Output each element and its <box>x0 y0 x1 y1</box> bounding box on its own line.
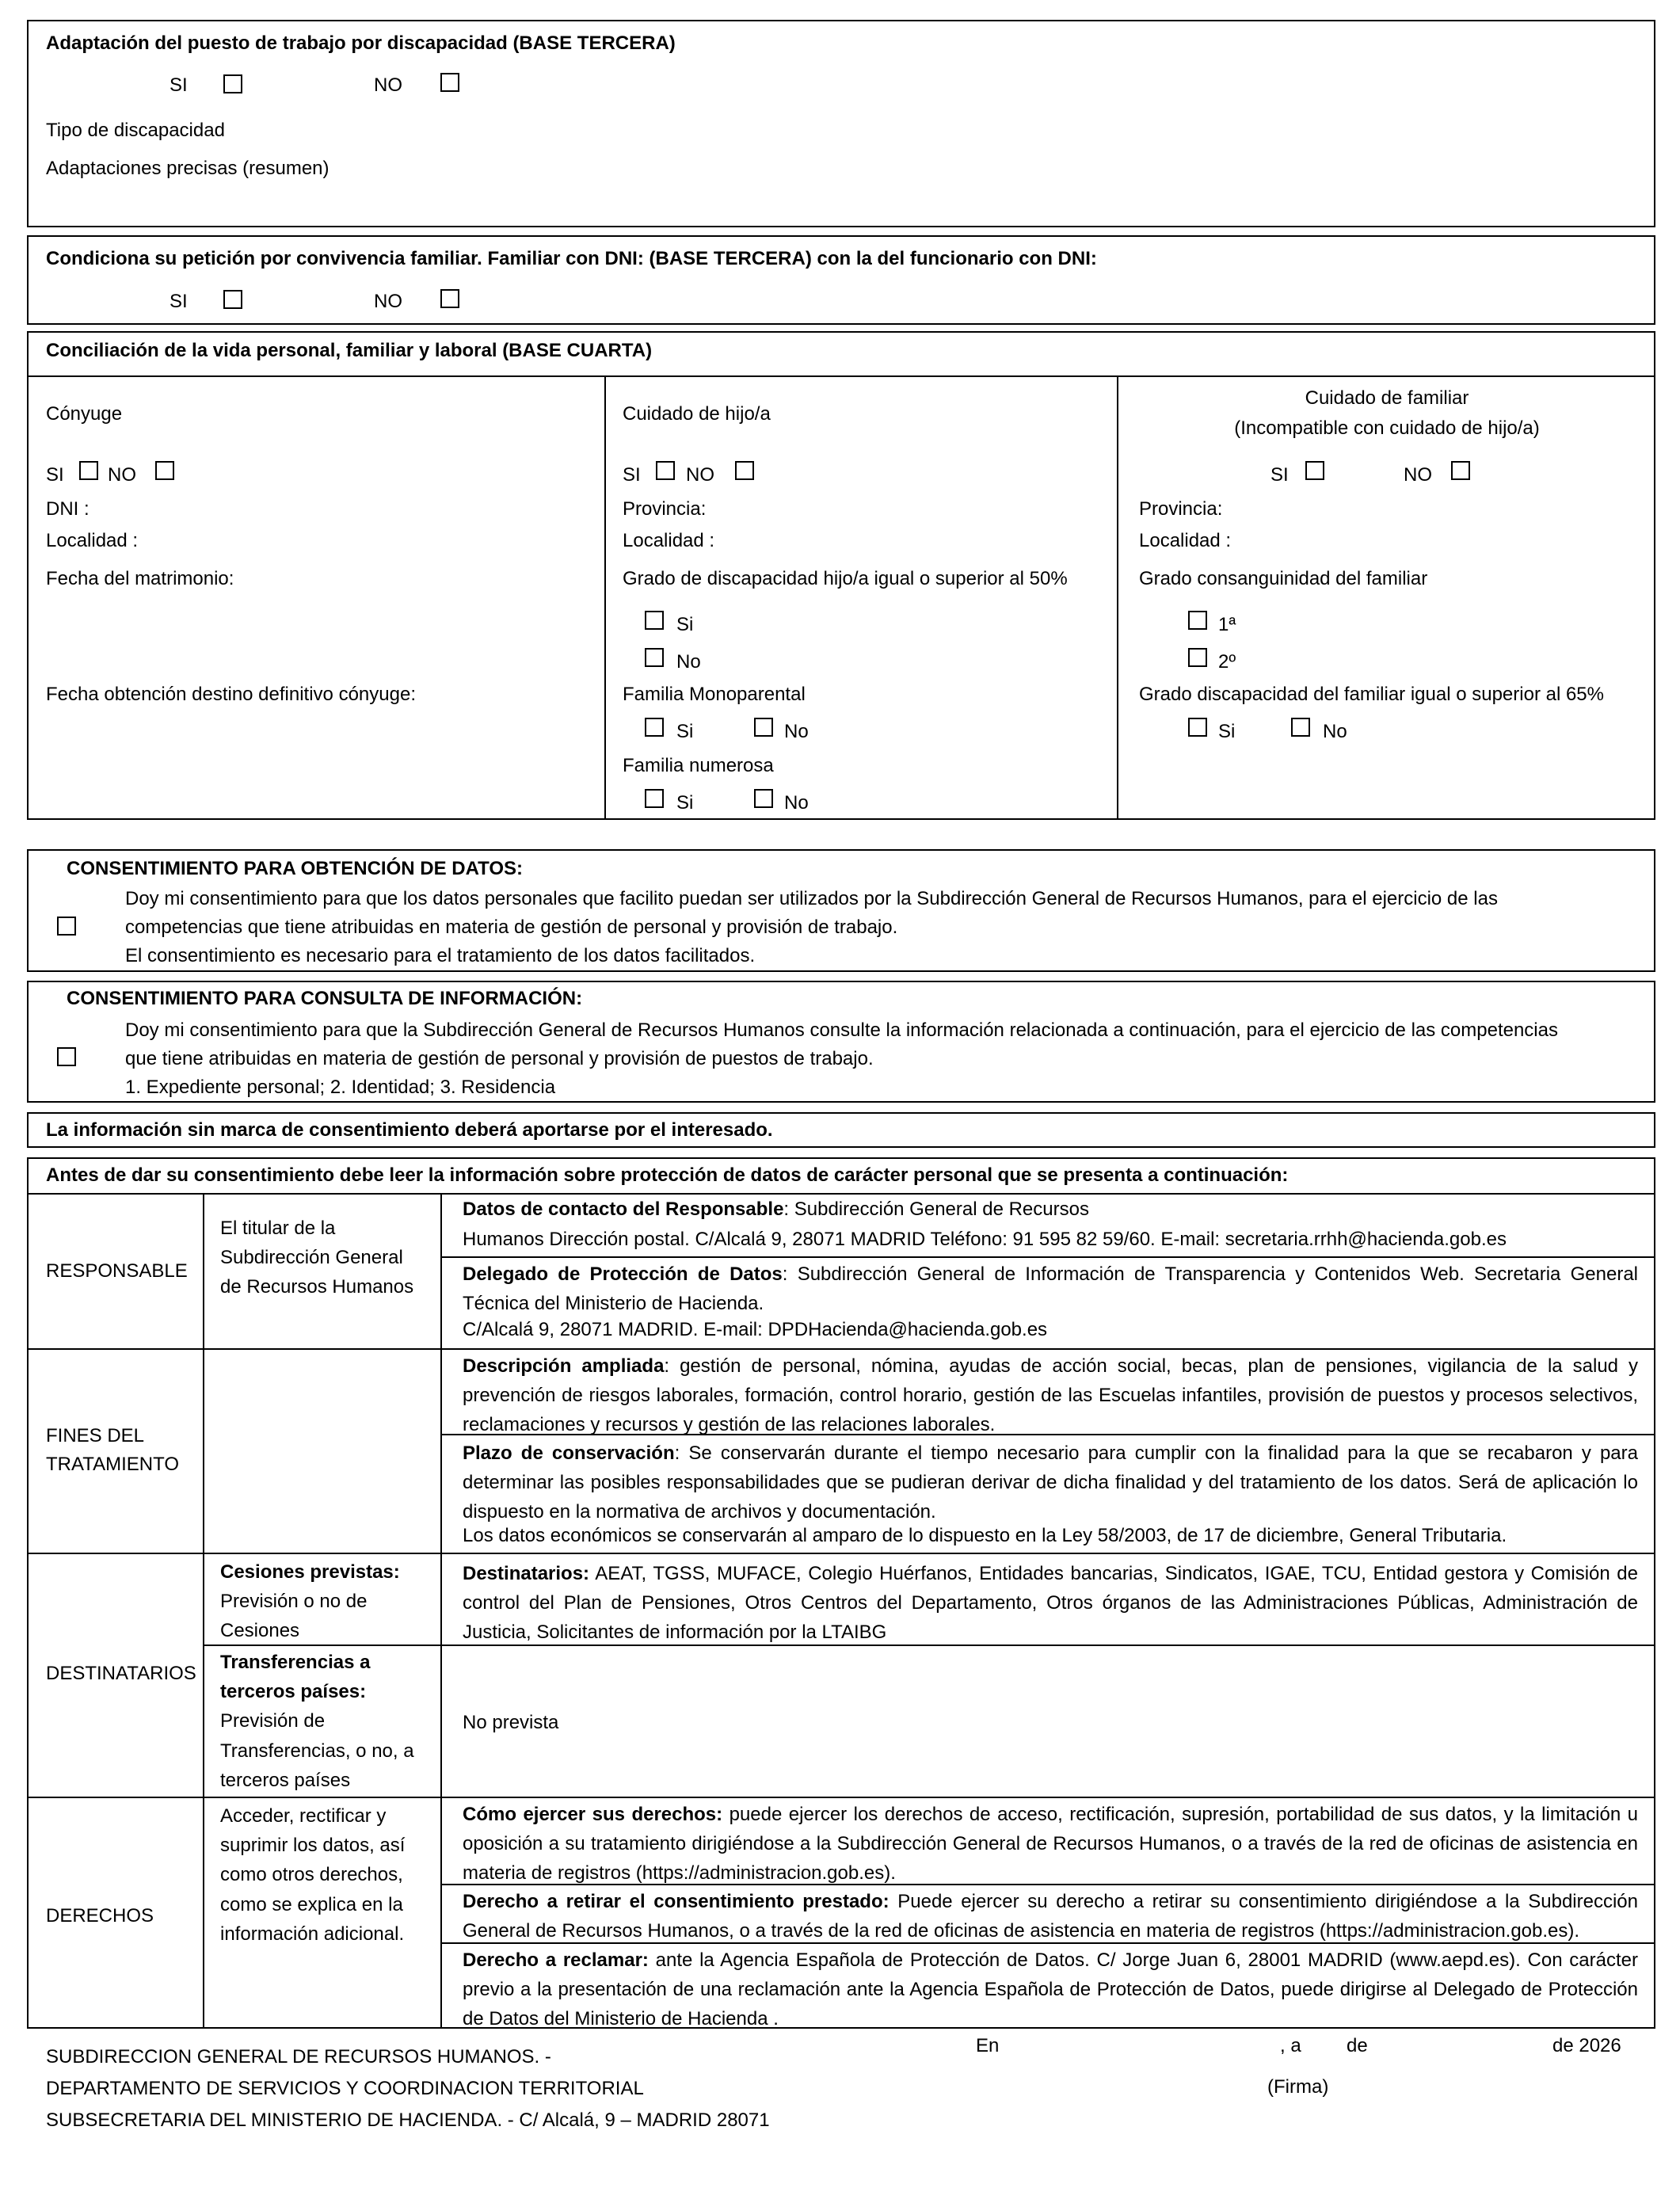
dpo-contact <box>463 1260 1638 1318</box>
fines-label-1: FINES DEL <box>46 1425 145 1446</box>
disability-si-label: SI <box>170 74 188 96</box>
cohabitation-si-checkbox[interactable] <box>223 290 242 309</box>
recipients-text: AEAT, TGSS, MUFACE, Colegio Huérfanos, Entidades bancarias, Sindicatos, IGAE, TCU, Entidad gestora y Comisión de control del Plan de Pensiones, Otros Centros del Departamento, Otros órganos de las Administraciones Públicas, Administración de Justicia, Solicitantes de información por la LTAIBG <box>463 1563 1638 1644</box>
transfers-value: No prevista <box>463 1712 559 1733</box>
cessions-title: Cesiones previstas: <box>220 1561 400 1583</box>
cessions-text: Previsión o no de Cesiones <box>220 1591 368 1642</box>
child-disability-si-label: Si <box>676 614 694 635</box>
family-disability-no-checkbox[interactable] <box>1291 718 1310 737</box>
single-parent-si-label: Si <box>676 721 694 742</box>
spouse-header: Cónyuge <box>46 403 123 425</box>
cohabitation-no-label: NO <box>374 291 402 312</box>
family-care-header: Cuidado de familiar <box>1305 387 1469 409</box>
responsable-contact-address: Humanos Dirección postal. C/Alcalá 9, 28071 MADRID Teléfono: 91 595 82 59/60. E-mail: secretaria.rrhh@hacienda.gob.es <box>463 1229 1507 1250</box>
family-locality-label: Localidad : <box>1139 530 1232 551</box>
single-parent-si-checkbox[interactable] <box>645 718 664 737</box>
child-disability-no-label: No <box>676 651 701 673</box>
consent-info-line1: Doy mi consentimiento para que la Subdirección General de Recursos Humanos consulte la información relacionada a continuación, para el ejercicio de las competencias <box>125 1019 1558 1041</box>
responsable-contact-title: Datos de contacto del Responsable <box>463 1199 784 1220</box>
consanguinity-label: Grado consanguinidad del familiar <box>1139 568 1428 589</box>
spouse-destination-date-label: Fecha obtención destino definitivo cónyuge: <box>46 684 416 705</box>
exercise-rights <box>463 1800 1638 1888</box>
family-province-label: Provincia: <box>1139 498 1223 520</box>
footer-line-2: DEPARTAMENTO DE SERVICIOS Y COORDINACION TERRITORIAL <box>46 2078 644 2099</box>
spouse-no-checkbox[interactable] <box>155 461 174 480</box>
consent-info-title: CONSENTIMIENTO PARA CONSULTA DE INFORMACIÓN: <box>67 988 583 1009</box>
child-province-label: Provincia: <box>623 498 707 520</box>
consanguinity-2-checkbox[interactable] <box>1188 648 1207 667</box>
transfers-text: Previsión de Transferencias, o no, a terceros países <box>220 1710 414 1791</box>
adaptations-label: Adaptaciones precisas (resumen) <box>46 158 330 179</box>
responsable-label: RESPONSABLE <box>46 1260 188 1282</box>
exercise-rights-text: puede ejercer los derechos de acceso, rectificación, supresión, portabilidad de sus datos, y la limitación u oposición a su tratamiento dirigiéndose a la Subdirección General de Recursos Humanos, o a través de la red de oficinas de asistencia en materia de registros (https://administracion.gob.es). <box>463 1804 1638 1885</box>
footer-line-3: SUBSECRETARIA DEL MINISTERIO DE HACIENDA. - C/ Alcalá, 9 – MADRID 28071 <box>46 2109 770 2131</box>
cessions-cell <box>220 1557 434 1646</box>
signature-year-label: de 2026 <box>1552 2035 1621 2056</box>
retention-text: : Se conservarán durante el tiempo necesario para cumplir con la finalidad para la que se recabaron y para determinar las posibles responsabilidades que se pudieran derivar de dicha finalidad y del tratamiento de los datos. Será de aplicación lo dispuesto en la normativa de archivos y documentación. <box>463 1442 1638 1523</box>
dp-col-divider-2 <box>440 1193 442 2029</box>
fines-label-2: TRATAMIENTO <box>46 1454 179 1475</box>
fines-description-title: Descripción ampliada <box>463 1355 665 1377</box>
recipients-title: Destinatarios: <box>463 1563 590 1584</box>
consent-info-line3: 1. Expediente personal; 2. Identidad; 3. Residencia <box>125 1077 556 1098</box>
consent-info-line2: que tiene atribuidas en materia de gestión de personal y provisión de puestos de trabajo. <box>125 1048 874 1069</box>
consanguinity-1-checkbox[interactable] <box>1188 611 1207 630</box>
conciliation-col-divider-2 <box>1117 375 1118 820</box>
cohabitation-si-label: SI <box>170 291 188 312</box>
fines-description <box>463 1351 1638 1440</box>
single-parent-no-label: No <box>784 721 809 742</box>
derechos-label: DERECHOS <box>46 1905 154 1927</box>
consent-data-line2: competencias que tiene atribuidas en materia de gestión de personal y provisión de trabajo. <box>125 917 898 938</box>
fines-description-text: : gestión de personal, nómina, ayudas de acción social, becas, plan de pensiones, vigilancia de la salud y prevención de riesgos laborales, formación, control horario, gestión de las Escuelas infantiles, provisión de puestos y procesos selectivos, reclamaciones y recursos y gestión de las relaciones laborales. <box>463 1355 1639 1436</box>
child-care-no-checkbox[interactable] <box>735 461 754 480</box>
child-disability-label: Grado de discapacidad hijo/a igual o superior al 50% <box>623 568 1068 589</box>
responsable-contact-text1: : Subdirección General de Recursos <box>783 1199 1089 1220</box>
data-protection-header: Antes de dar su consentimiento debe leer la información sobre protección de datos de carácter personal que se presenta a continuación: <box>46 1164 1289 1186</box>
family-care-no-checkbox[interactable] <box>1451 461 1470 480</box>
single-parent-no-checkbox[interactable] <box>754 718 773 737</box>
dp-row-divider-3 <box>27 1797 1655 1798</box>
disability-si-checkbox[interactable] <box>223 74 242 93</box>
disability-no-label: NO <box>374 74 402 96</box>
family-disability-no-label: No <box>1323 721 1347 742</box>
transfers-cell <box>220 1648 434 1795</box>
family-disability-si-label: Si <box>1218 721 1236 742</box>
withdraw-consent <box>463 1887 1638 1946</box>
cohabitation-title: Condiciona su petición por convivencia familiar. Familiar con DNI: (BASE TERCERA) con la del funcionario con DNI: <box>46 248 1097 269</box>
signature-place-label: En <box>976 2035 1000 2056</box>
dpo-text: : Subdirección General de Información de Transparencia y Contenidos Web. Secretaria General Técnica del Ministerio de Hacienda. <box>463 1263 1639 1315</box>
footer-line-1: SUBDIRECCION GENERAL DE RECURSOS HUMANOS. - <box>46 2046 551 2068</box>
retention-period <box>463 1439 1638 1527</box>
family-care-subheader: (Incompatible con cuidado de hijo/a) <box>1234 417 1540 439</box>
claim-right <box>463 1946 1638 2034</box>
family-disability-si-checkbox[interactable] <box>1188 718 1207 737</box>
derechos-summary: Acceder, rectificar y suprimir los datos, así como otros derechos, como se explica en la información adicional. <box>220 1805 406 1945</box>
dp-header-divider <box>27 1193 1655 1195</box>
child-care-si-checkbox[interactable] <box>656 461 675 480</box>
consent-data-checkbox[interactable] <box>57 917 76 936</box>
responsable-contact <box>463 1198 1089 1221</box>
single-parent-label: Familia Monoparental <box>623 684 806 705</box>
exercise-rights-title: Cómo ejercer sus derechos: <box>463 1804 723 1825</box>
large-family-no-checkbox[interactable] <box>754 789 773 808</box>
large-family-si-checkbox[interactable] <box>645 789 664 808</box>
responsable-holder: El titular de la Subdirección General de Recursos Humanos <box>220 1218 414 1298</box>
retention-title: Plazo de conservación <box>463 1442 675 1464</box>
consanguinity-2-label: 2º <box>1218 651 1236 673</box>
spouse-no-label: NO <box>108 464 136 486</box>
child-disability-no-checkbox[interactable] <box>645 648 664 667</box>
dpo-address: C/Alcalá 9, 28071 MADRID. E-mail: DPDHacienda@hacienda.gob.es <box>463 1319 1048 1340</box>
claim-right-text: ante la Agencia Española de Protección de Datos. C/ Jorge Juan 6, 28001 MADRID (www.aepd.es). Con carácter previo a la presentación de una reclamación ante la Agencia Española de Protección de Datos, puede dirigirse al Delegado de Protección de Datos del Ministerio de Hacienda . <box>463 1949 1638 2030</box>
signature-label: (Firma) <box>1267 2076 1329 2098</box>
spouse-si-label: SI <box>46 464 64 486</box>
conciliation-title: Conciliación de la vida personal, familiar y laboral (BASE CUARTA) <box>46 340 653 361</box>
child-care-si-label: SI <box>623 464 641 486</box>
marriage-date-label: Fecha del matrimonio: <box>46 568 234 589</box>
info-note: La información sin marca de consentimiento deberá aportarse por el interesado. <box>46 1119 773 1141</box>
signature-day-label: , a <box>1280 2035 1301 2056</box>
consanguinity-1-label: 1ª <box>1218 614 1236 635</box>
spouse-dni-label: DNI : <box>46 498 90 520</box>
withdraw-consent-text: Puede ejercer su derecho a retirar su consentimiento dirigiéndose a la Subdirección General de Recursos Humanos, o a través de la red de oficinas de asistencia en materia de registros (https://administracion.gob.es). <box>463 1891 1639 1942</box>
conciliation-divider <box>27 375 1655 377</box>
dp-col-divider-1 <box>203 1193 204 2029</box>
disability-no-checkbox[interactable] <box>440 73 459 92</box>
dp-resp-inner-divider <box>440 1256 1655 1258</box>
destinatarios-label: DESTINATARIOS <box>46 1663 196 1684</box>
retention-economic: Los datos económicos se conservarán al amparo de lo dispuesto en la Ley 58/2003, de 17 de diciembre, General Tributaria. <box>463 1525 1507 1546</box>
recipients-cell <box>463 1559 1638 1648</box>
large-family-si-label: Si <box>676 792 694 814</box>
withdraw-consent-title: Derecho a retirar el consentimiento prestado: <box>463 1891 890 1912</box>
spouse-locality-label: Localidad : <box>46 530 139 551</box>
child-locality-label: Localidad : <box>623 530 715 551</box>
spouse-si-checkbox[interactable] <box>79 461 98 480</box>
disability-title: Adaptación del puesto de trabajo por discapacidad (BASE TERCERA) <box>46 32 676 54</box>
transfers-title: Transferencias a terceros países: <box>220 1652 371 1703</box>
consent-data-line1: Doy mi consentimiento para que los datos personales que facilito puedan ser utilizados por la Subdirección General de Recursos Humanos, para el ejercicio de las <box>125 888 1498 909</box>
dpo-title: Delegado de Protección de Datos <box>463 1263 783 1285</box>
conciliation-col-divider-1 <box>604 375 606 820</box>
child-care-no-label: NO <box>686 464 714 486</box>
dp-row-divider-1 <box>27 1348 1655 1350</box>
disability-type-label: Tipo de discapacidad <box>46 120 225 141</box>
family-care-si-label: SI <box>1270 464 1289 486</box>
signature-month-label: de <box>1347 2035 1368 2056</box>
child-care-header: Cuidado de hijo/a <box>623 403 771 425</box>
family-disability-label: Grado discapacidad del familiar igual o superior al 65% <box>1139 684 1604 705</box>
family-care-no-label: NO <box>1404 464 1432 486</box>
large-family-label: Familia numerosa <box>623 755 774 776</box>
dp-row-divider-2 <box>27 1553 1655 1554</box>
consent-data-line3: El consentimiento es necesario para el tratamiento de los datos facilitados. <box>125 945 756 966</box>
child-disability-si-checkbox[interactable] <box>645 611 664 630</box>
claim-right-title: Derecho a reclamar: <box>463 1949 649 1971</box>
large-family-no-label: No <box>784 792 809 814</box>
consent-info-checkbox[interactable] <box>57 1047 76 1066</box>
consent-data-title: CONSENTIMIENTO PARA OBTENCIÓN DE DATOS: <box>67 858 524 879</box>
family-care-si-checkbox[interactable] <box>1305 461 1324 480</box>
cohabitation-no-checkbox[interactable] <box>440 289 459 308</box>
